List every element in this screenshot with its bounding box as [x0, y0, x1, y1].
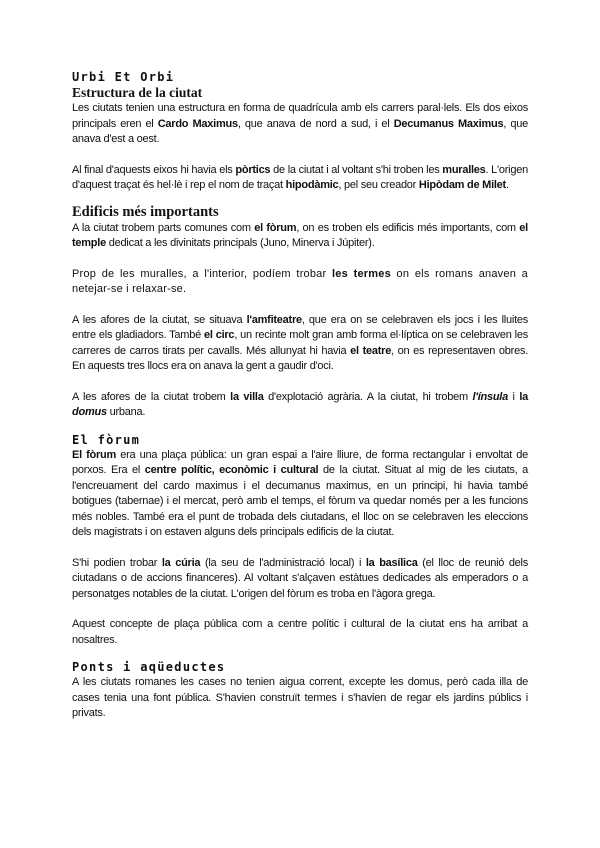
paragraph-edificis-4: A les afores de la ciutat trobem la villa d'explotació agrària. A la ciutat, hi trobem l'ínsula i la domus urbana. — [72, 390, 529, 418]
paragraph-estructura-2: Al final d'aquests eixos hi havia els pòrtics de la ciutat i al voltant s'hi troben les muralles. L'origen d'aquest traçat és hel·lè i rep el nom de traçat hipodàmic, pel seu creador Hipòdam de Milet. — [72, 163, 528, 191]
paragraph-edificis-2: Prop de les muralles, a l'interior, podíem trobar les termes on els romans anaven a netejar-se i relaxar-se. — [72, 267, 528, 295]
section-title-edificis: Edificis més importants — [72, 203, 219, 220]
paragraph-forum-1: El fòrum era una plaça pública: un gran espai a l'aire lliure, de forma rectangular i envoltat de porxos. Era el centre polític, econòmic i cultural de la ciutat. Situat al mig de les ciutats, a l'encreuament del cardo maximus i el decumanus maximus, en un principi, hi havia també botigues (tabernae) i el mercat, però amb el temps, el fòrum va quedar només per a les funcions més nobles. També era el punt de trobada dels ciutadans, el lloc on se celebraven les eleccions dels magistrats i on estaven alguns dels principals edificis de la ciutat. — [72, 448, 528, 538]
section-title-estructura: Estructura de la ciutat — [72, 85, 203, 100]
paragraph-estructura-1: Les ciutats tenien una estructura en forma de quadrícula amb els carrers paral·lels. Els dos eixos principals eren el Cardo Maximus, que anava de nord a sud, i el Decumanus Maximus, que anava d'est a oest. — [72, 102, 528, 145]
section-title-forum: El fòrum — [72, 432, 141, 447]
paragraph-ponts-1: A les ciutats romanes les cases no tenien aigua corrent, excepte les domus, però cada illa de cases tenia una font pública. S'havien construït termes i s'havien de regar els jardins públics i privats. — [72, 676, 528, 719]
paragraph-edificis-3: A les afores de la ciutat, se situava l'amfiteatre, que era on se celebraven els jocs i les lluites entre els gladiadors. També el circ, un recinte molt gran amb forma el·líptica on se celebraven les carreres de carros tirats per cavalls. Més allunyat hi havia el teatre, on es representaven obres. En aquests tres llocs era on anava la gent a gaudir d'oci. — [72, 313, 528, 372]
paragraph-forum-2: S'hi podien trobar la cúria (la seu de l'administració local) i la basílica (el lloc de reunió dels ciutadans o de accions financeres). Al voltant s'alçaven estàtues dedicades als emperadors o a personatges notables de la ciutat. L'origen del fòrum es troba en l'àgora grega. — [72, 556, 528, 600]
paragraph-forum-3: Aquest concepte de plaça pública com a centre polític i cultural de la ciutat ens ha arribat a nosaltres. — [72, 618, 528, 646]
section-title-ponts: Ponts i aqüeductes — [72, 660, 226, 674]
document-page — [72, 70, 528, 722]
paragraph-edificis-1: A la ciutat trobem parts comunes com el fòrum, on es troben els edificis més importants, com el temple dedicat a les divinitats principals (Juno, Minerva i Júpiter). — [72, 221, 528, 249]
document-title: Urbi Et Orbi — [72, 70, 175, 84]
